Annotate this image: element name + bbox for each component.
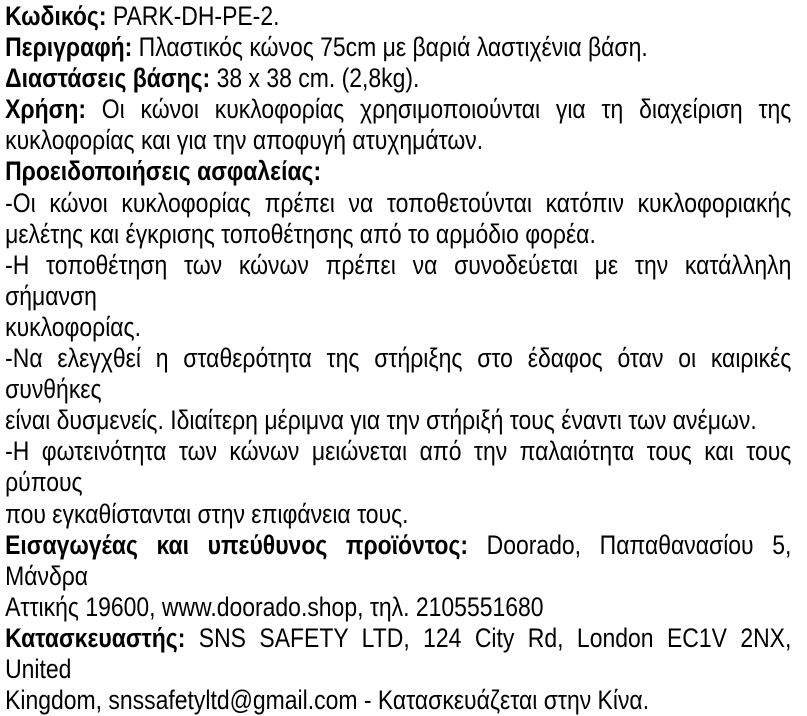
field-label-code: Κωδικός: — [5, 1, 107, 31]
doc-line-base-dimensions — [5, 63, 791, 94]
doc-line-manufacturer-1 — [5, 622, 798, 685]
doc-line-warning2-2 — [5, 312, 791, 343]
field-value-usage-1: Οι κώνοι κυκλοφορίας χρησιμοποιούνται για τη διαχείριση της — [85, 94, 792, 125]
field-value-importer-1: Doorado, Παπαθανασίου 5, Μάνδρα — [5, 529, 798, 591]
safety-warnings-heading: Προειδοποιήσεις ασφαλείας: — [5, 156, 322, 187]
doc-line-warning4-2 — [5, 499, 791, 530]
field-value-importer-2: Αττικής 19600, www.doorado.shop, τηλ. 2105551680 — [5, 591, 544, 622]
warning-1-text-1: -Οι κώνοι κυκλοφορίας πρέπει να τοποθετούνται κατόπιν κυκλοφοριακής — [5, 187, 792, 218]
field-value-description: Πλαστικός κώνος 75cm με βαριά λαστιχένια βάση. — [132, 32, 648, 63]
doc-line-warning2-1 — [5, 249, 798, 312]
field-value-manufacturer-2: Kingdom, snssafetyltd@gmail.com - Κατασκευάζεται στην Κίνα. — [5, 685, 650, 716]
doc-line-warning3-2 — [5, 405, 791, 436]
warning-3-text-2: είναι δυσμενείς. Ιδιαίτερη μέριμνα για την στήριξή τους έναντι των ανέμων. — [5, 405, 757, 436]
warning-3-text-1: -Να ελεγχθεί η σταθερότητα της στήριξης στο έδαφος όταν οι καιρικές συνθήκες — [5, 343, 798, 405]
doc-line-description — [5, 32, 791, 63]
doc-line-code — [5, 1, 791, 32]
field-value-usage-2: κυκλοφορίας και για την αποφυγή ατυχημάτων. — [5, 125, 484, 156]
warning-2-text-2: κυκλοφορίας. — [5, 311, 142, 342]
field-label-usage: Χρήση: — [5, 94, 86, 125]
field-label-manufacturer: Κατασκευαστής: — [5, 622, 186, 653]
warning-1-text-2: μελέτης και έγκρισης τοποθέτησης από το αρμόδιο φορέα. — [5, 218, 596, 249]
doc-line-warning1-1 — [5, 188, 791, 219]
doc-line-importer-2 — [5, 592, 791, 623]
field-label-importer: Εισαγωγέας και υπεύθυνος προϊόντος: — [5, 529, 469, 560]
doc-line-warning1-2 — [5, 219, 791, 250]
doc-line-warning3-1 — [5, 343, 798, 405]
doc-line-importer-1 — [5, 529, 798, 592]
field-value-base-dimensions: 38 x 38 cm. (2,8kg). — [210, 63, 420, 94]
warning-4-text-1: -Η φωτεινότητα των κώνων μειώνεται από την παλαιότητα τους και τους ρύπους — [5, 436, 798, 498]
field-value-manufacturer-1: SNS SAFETY LTD, 124 City Rd, London EC1V 2NX, United — [5, 622, 798, 684]
doc-line-manufacturer-2 — [5, 685, 791, 716]
warning-2-text-1: -Η τοποθέτηση των κώνων πρέπει να συνοδεύεται με την κατάλληλη σήμανση — [5, 249, 798, 311]
doc-line-usage-2 — [5, 125, 791, 156]
field-value-code: PARK-DH-PE-2. — [106, 1, 280, 31]
doc-line-usage-1 — [5, 94, 791, 125]
doc-line-safety-heading — [5, 156, 791, 187]
warning-4-text-2: που εγκαθίστανται στην επιφάνεια τους. — [5, 498, 409, 529]
field-label-base-dimensions: Διαστάσεις βάσης: — [5, 63, 211, 94]
field-label-description: Περιγραφή: — [5, 32, 133, 63]
doc-line-warning4-1 — [5, 436, 798, 498]
